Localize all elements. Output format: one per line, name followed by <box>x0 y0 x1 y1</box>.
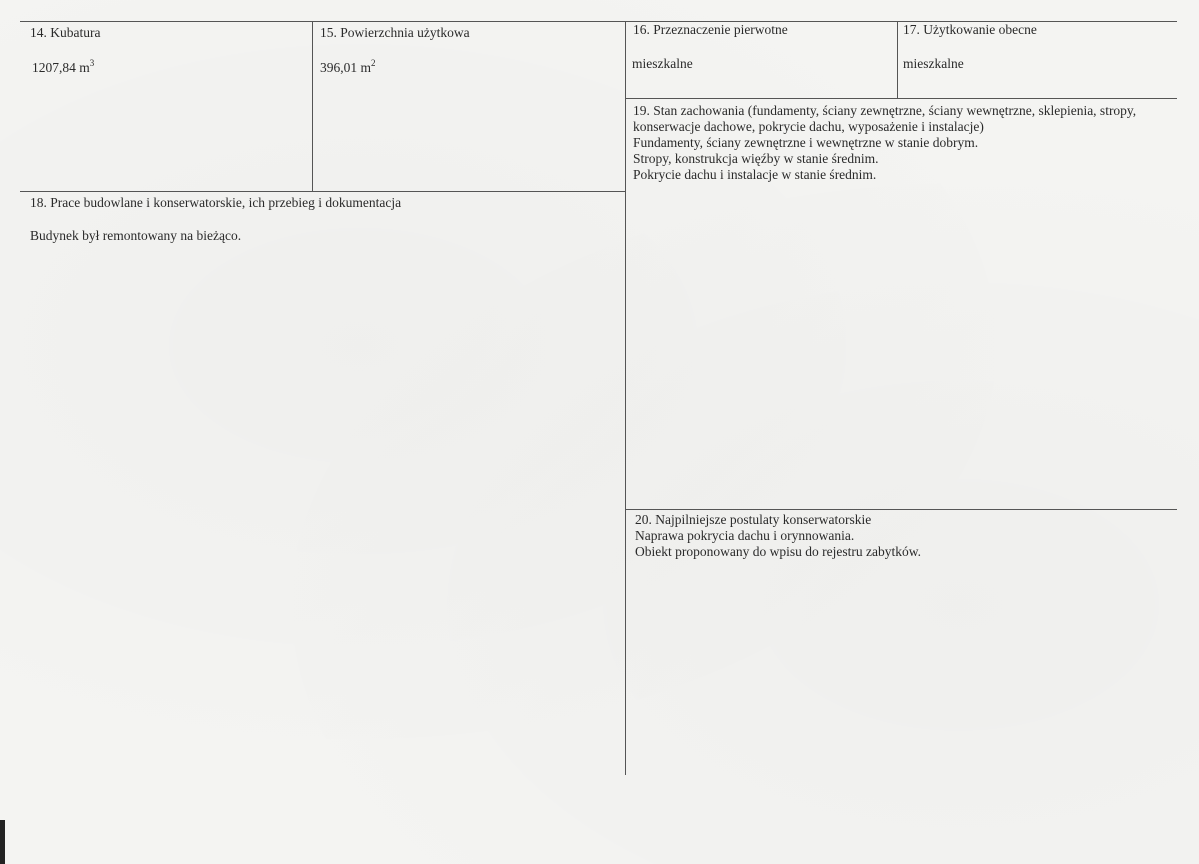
field-15-exponent: 2 <box>371 58 376 68</box>
field-15-value: 396,01 $m^2$ <box>320 58 376 75</box>
field-19-label-line-2: konserwacje dachowe, pokrycie dachu, wyposażenie i instalacje) <box>633 119 984 134</box>
field-17-label: 17. Użytkowanie obecne <box>903 22 1037 37</box>
field-14-label: 14. Kubatura <box>30 25 101 40</box>
divider-main <box>625 21 626 775</box>
field-20-label: 20. Najpilniejsze postulaty konserwatorskie <box>635 512 872 527</box>
field-19-line-3: Pokrycie dachu i instalacje w stanie średnim. <box>633 167 877 182</box>
field-19-line-1: Fundamenty, ściany zewnętrzne i wewnętrzne w stanie dobrym. <box>633 135 979 150</box>
field-19-line-2: Stropy, konstrukcja więźby w stanie średnim. <box>633 151 879 166</box>
field-20-line-2: Obiekt proponowany do wpisu do rejestru zabytków. <box>635 544 921 559</box>
field-19-block <box>633 103 1136 183</box>
field-16-value: mieszkalne <box>632 56 693 71</box>
divider-16-19 <box>625 98 1177 99</box>
field-16-label: 16. Przeznaczenie pierwotne <box>633 22 788 37</box>
field-19-label-line-1: 19. Stan zachowania (fundamenty, ściany zewnętrzne, ściany wewnętrzne, sklepienia, stropy, <box>633 103 1137 118</box>
divider-16-17 <box>897 21 898 98</box>
field-14-exponent: 3 <box>89 58 95 68</box>
field-18-value: Budynek był remontowany na bieżąco. <box>30 228 242 243</box>
divider-15-18 <box>20 191 625 192</box>
divider-19-20 <box>625 509 1177 510</box>
field-17-value: mieszkalne <box>903 56 964 71</box>
field-14-value: 1207,84 $m^3$ <box>32 58 95 75</box>
scan-edge-mark <box>0 820 5 864</box>
field-20-line-1: Naprawa pokrycia dachu i orynnowania. <box>635 528 855 543</box>
divider-14-15 <box>312 21 313 191</box>
field-15-label: 15. Powierzchnia użytkowa <box>320 25 470 40</box>
field-18-label: 18. Prace budowlane i konserwatorskie, ich przebieg i dokumentacja <box>30 195 402 210</box>
field-20-block <box>635 512 921 560</box>
